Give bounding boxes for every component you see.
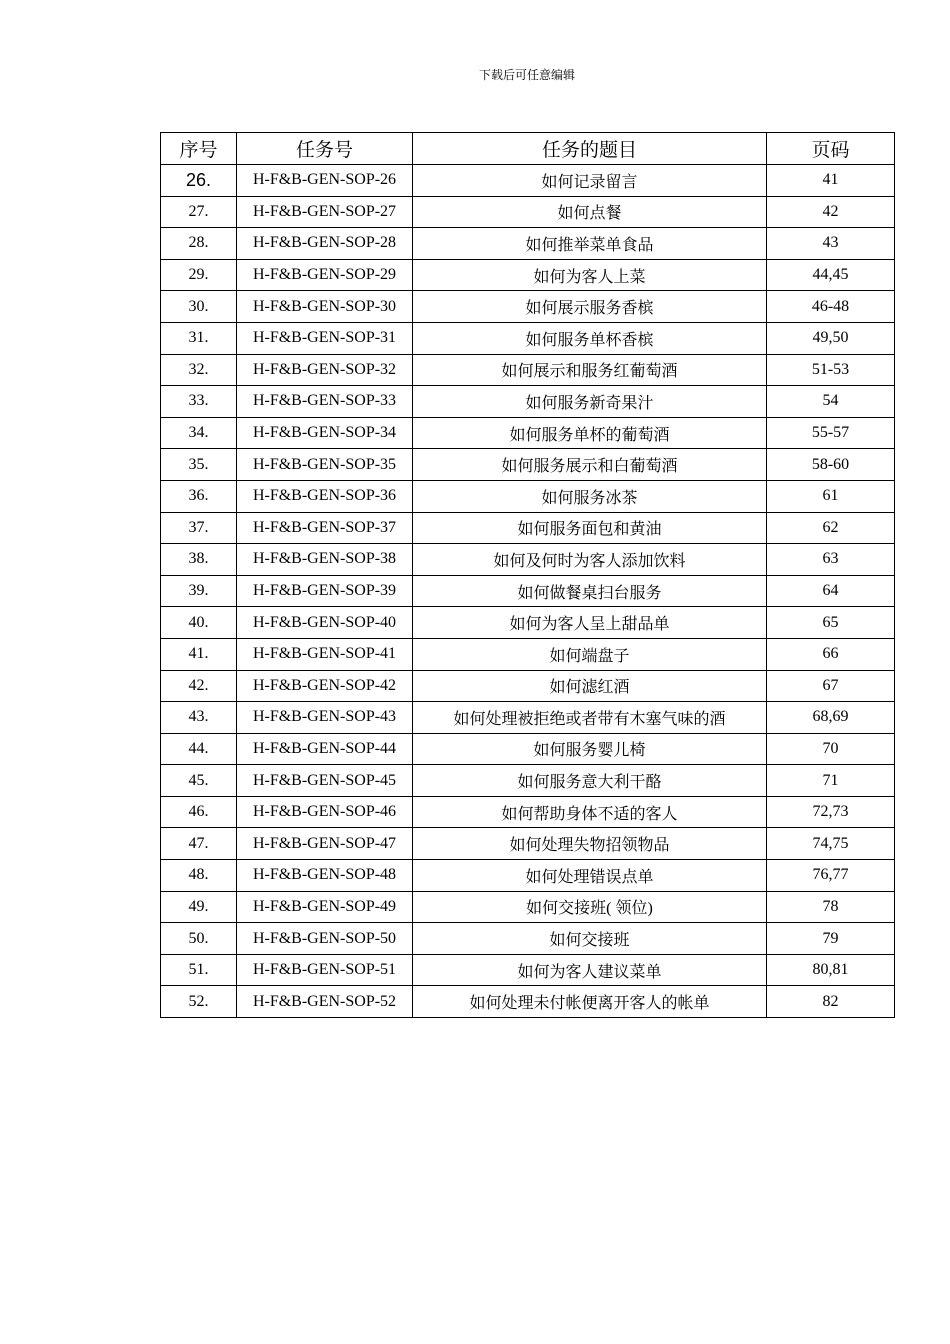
row-number-cell: 35. — [161, 449, 237, 481]
table-row — [161, 354, 895, 386]
table-row — [161, 702, 895, 734]
page-number-cell: 64 — [767, 575, 895, 607]
task-code-cell: H-F&B-GEN-SOP-32 — [237, 354, 413, 386]
row-number-cell: 44. — [161, 733, 237, 765]
task-code-cell: H-F&B-GEN-SOP-47 — [237, 828, 413, 860]
task-title-cell: 如何展示服务香槟 — [413, 291, 767, 323]
row-number-cell: 29. — [161, 259, 237, 291]
row-number-cell: 31. — [161, 322, 237, 354]
table-row — [161, 796, 895, 828]
task-title-cell: 如何交接班( 领位) — [413, 891, 767, 923]
table-row — [161, 322, 895, 354]
row-number-cell: 45. — [161, 765, 237, 797]
page-number-cell: 54 — [767, 386, 895, 418]
table-row — [161, 449, 895, 481]
task-code-cell: H-F&B-GEN-SOP-41 — [237, 638, 413, 670]
column-header-page: 页码 — [767, 133, 895, 165]
task-title-cell: 如何交接班 — [413, 923, 767, 955]
table-row — [161, 670, 895, 702]
row-number-cell: 36. — [161, 480, 237, 512]
row-number-cell: 39. — [161, 575, 237, 607]
table-row — [161, 165, 895, 197]
task-title-cell: 如何处理错误点单 — [413, 860, 767, 892]
page-number-cell: 79 — [767, 923, 895, 955]
table-row — [161, 765, 895, 797]
task-title-cell: 如何滤红酒 — [413, 670, 767, 702]
task-title-cell: 如何帮助身体不适的客人 — [413, 796, 767, 828]
table-row — [161, 575, 895, 607]
page-header-note: 下载后可任意编辑 — [478, 68, 575, 82]
task-code-cell: H-F&B-GEN-SOP-43 — [237, 702, 413, 734]
table-row — [161, 954, 895, 986]
task-title-cell: 如何服务展示和白葡萄酒 — [413, 449, 767, 481]
table-row — [161, 386, 895, 418]
task-title-cell: 如何处理未付帐便离开客人的帐单 — [413, 986, 767, 1018]
task-title-cell: 如何端盘子 — [413, 638, 767, 670]
table-row — [161, 480, 895, 512]
task-code-cell: H-F&B-GEN-SOP-26 — [237, 165, 413, 197]
row-number-cell: 40. — [161, 607, 237, 639]
task-title-cell: 如何为客人上菜 — [413, 259, 767, 291]
row-number-cell: 26. — [161, 165, 237, 197]
table-row — [161, 923, 895, 955]
page-number-cell: 58-60 — [767, 449, 895, 481]
row-number-cell: 48. — [161, 860, 237, 892]
task-code-cell: H-F&B-GEN-SOP-46 — [237, 796, 413, 828]
row-number-cell: 38. — [161, 544, 237, 576]
row-number-cell: 41. — [161, 638, 237, 670]
task-code-cell: H-F&B-GEN-SOP-48 — [237, 860, 413, 892]
row-number-cell: 50. — [161, 923, 237, 955]
task-code-cell: H-F&B-GEN-SOP-36 — [237, 480, 413, 512]
task-code-cell: H-F&B-GEN-SOP-45 — [237, 765, 413, 797]
table-row — [161, 544, 895, 576]
page-number-cell: 46-48 — [767, 291, 895, 323]
page-number-cell: 61 — [767, 480, 895, 512]
row-number-cell: 51. — [161, 954, 237, 986]
task-code-cell: H-F&B-GEN-SOP-44 — [237, 733, 413, 765]
task-code-cell: H-F&B-GEN-SOP-34 — [237, 417, 413, 449]
task-code-cell: H-F&B-GEN-SOP-49 — [237, 891, 413, 923]
table-body — [161, 165, 895, 1018]
task-title-cell: 如何服务面包和黄油 — [413, 512, 767, 544]
row-number-cell: 28. — [161, 228, 237, 260]
task-title-cell: 如何做餐桌扫台服务 — [413, 575, 767, 607]
column-header-task-code: 任务号 — [237, 133, 413, 165]
table-row — [161, 860, 895, 892]
table-header-row — [161, 133, 895, 165]
task-code-cell: H-F&B-GEN-SOP-50 — [237, 923, 413, 955]
table-row — [161, 512, 895, 544]
task-code-cell: H-F&B-GEN-SOP-40 — [237, 607, 413, 639]
task-title-cell: 如何服务单杯的葡萄酒 — [413, 417, 767, 449]
task-title-cell: 如何及何时为客人添加饮料 — [413, 544, 767, 576]
page-number-cell: 63 — [767, 544, 895, 576]
table-row — [161, 733, 895, 765]
task-title-cell: 如何服务冰茶 — [413, 480, 767, 512]
page-number-cell: 49,50 — [767, 322, 895, 354]
task-title-cell: 如何记录留言 — [413, 165, 767, 197]
task-code-cell: H-F&B-GEN-SOP-38 — [237, 544, 413, 576]
task-title-cell: 如何服务新奇果汁 — [413, 386, 767, 418]
row-number-cell: 47. — [161, 828, 237, 860]
task-title-cell: 如何为客人建议菜单 — [413, 954, 767, 986]
row-number-cell: 34. — [161, 417, 237, 449]
row-number-cell: 42. — [161, 670, 237, 702]
table-row — [161, 417, 895, 449]
task-code-cell: H-F&B-GEN-SOP-29 — [237, 259, 413, 291]
task-title-cell: 如何服务婴儿椅 — [413, 733, 767, 765]
row-number-cell: 37. — [161, 512, 237, 544]
row-number-cell: 30. — [161, 291, 237, 323]
table-row — [161, 891, 895, 923]
task-title-cell: 如何服务意大利干酪 — [413, 765, 767, 797]
page-number-cell: 55-57 — [767, 417, 895, 449]
page-number-cell: 66 — [767, 638, 895, 670]
task-code-cell: H-F&B-GEN-SOP-42 — [237, 670, 413, 702]
page-number-cell: 62 — [767, 512, 895, 544]
page-number-cell: 44,45 — [767, 259, 895, 291]
page-number-cell: 51-53 — [767, 354, 895, 386]
page-number-cell: 78 — [767, 891, 895, 923]
table-row — [161, 828, 895, 860]
page-number-cell: 74,75 — [767, 828, 895, 860]
task-title-cell: 如何处理被拒绝或者带有木塞气味的酒 — [413, 702, 767, 734]
task-title-cell: 如何推举菜单食品 — [413, 228, 767, 260]
table-row — [161, 196, 895, 228]
task-title-cell: 如何为客人呈上甜品单 — [413, 607, 767, 639]
page-number-cell: 82 — [767, 986, 895, 1018]
page-number-cell: 41 — [767, 165, 895, 197]
task-code-cell: H-F&B-GEN-SOP-51 — [237, 954, 413, 986]
task-title-cell: 如何处理失物招领物品 — [413, 828, 767, 860]
row-number-cell: 46. — [161, 796, 237, 828]
task-title-cell: 如何服务单杯香槟 — [413, 322, 767, 354]
page-number-cell: 76,77 — [767, 860, 895, 892]
page-number-cell: 65 — [767, 607, 895, 639]
table-row — [161, 638, 895, 670]
task-code-cell: H-F&B-GEN-SOP-30 — [237, 291, 413, 323]
row-number-cell: 27. — [161, 196, 237, 228]
row-number-cell: 49. — [161, 891, 237, 923]
page-number-cell: 42 — [767, 196, 895, 228]
task-code-cell: H-F&B-GEN-SOP-35 — [237, 449, 413, 481]
page-number-cell: 68,69 — [767, 702, 895, 734]
page-number-cell: 80,81 — [767, 954, 895, 986]
table-row — [161, 259, 895, 291]
task-title-cell: 如何展示和服务红葡萄酒 — [413, 354, 767, 386]
task-code-cell: H-F&B-GEN-SOP-52 — [237, 986, 413, 1018]
row-number-cell: 52. — [161, 986, 237, 1018]
table-row — [161, 607, 895, 639]
page-number-cell: 67 — [767, 670, 895, 702]
task-code-cell: H-F&B-GEN-SOP-31 — [237, 322, 413, 354]
task-code-cell: H-F&B-GEN-SOP-28 — [237, 228, 413, 260]
column-header-task-title: 任务的题目 — [413, 133, 767, 165]
row-number-cell: 32. — [161, 354, 237, 386]
page-number-cell: 43 — [767, 228, 895, 260]
row-number-cell: 43. — [161, 702, 237, 734]
task-code-cell: H-F&B-GEN-SOP-39 — [237, 575, 413, 607]
page-number-cell: 71 — [767, 765, 895, 797]
column-header-number: 序号 — [161, 133, 237, 165]
table-row — [161, 986, 895, 1018]
row-number-cell: 33. — [161, 386, 237, 418]
page-number-cell: 70 — [767, 733, 895, 765]
sop-index-table — [160, 132, 895, 1018]
task-code-cell: H-F&B-GEN-SOP-37 — [237, 512, 413, 544]
table-row — [161, 291, 895, 323]
task-title-cell: 如何点餐 — [413, 196, 767, 228]
page-number-cell: 72,73 — [767, 796, 895, 828]
table-row — [161, 228, 895, 260]
task-code-cell: H-F&B-GEN-SOP-33 — [237, 386, 413, 418]
task-code-cell: H-F&B-GEN-SOP-27 — [237, 196, 413, 228]
